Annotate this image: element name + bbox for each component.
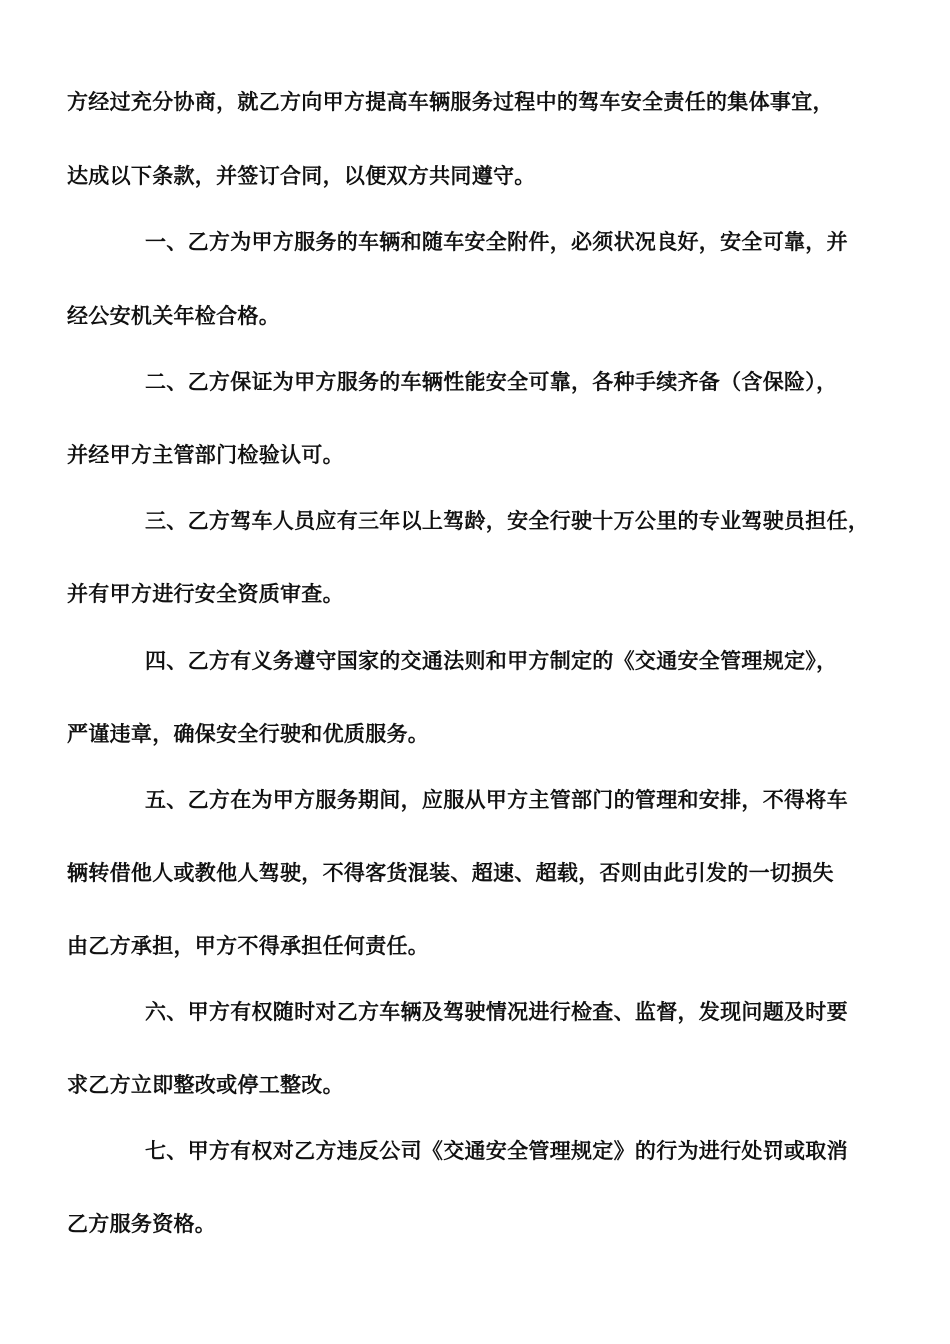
clause-6-line-1: 六、甲方有权随时对乙方车辆及驾驶情况进行检查、监督，发现问题及时要 <box>145 1000 848 1024</box>
clause-1-line-2: 经公安机关年检合格。 <box>67 304 280 328</box>
clause-2-line-1: 二、乙方保证为甲方服务的车辆性能安全可靠，各种手续齐备（含保险）， <box>145 370 838 394</box>
clause-4-line-2: 严谨违章，确保安全行驶和优质服务。 <box>67 722 430 746</box>
clause-2-line-2: 并经甲方主管部门检验认可。 <box>67 443 344 467</box>
clause-5-line-2: 辆转借他人或教他人驾驶，不得客货混装、超速、超载，否则由此引发的一切损失 <box>67 861 834 885</box>
clause-3-line-1: 三、乙方驾车人员应有三年以上驾龄，安全行驶十万公里的专业驾驶员担任， <box>145 509 870 533</box>
clause-4-line-1: 四、乙方有义务遵守国家的交通法则和甲方制定的《交通安全管理规定》， <box>145 649 838 673</box>
clause-5-line-1: 五、乙方在为甲方服务期间，应服从甲方主管部门的管理和安排，不得将车 <box>145 788 848 812</box>
clause-1-line-1: 一、乙方为甲方服务的车辆和随车安全附件，必须状况良好，安全可靠，并 <box>145 230 848 254</box>
text-line-2: 达成以下条款，并签订合同，以便双方共同遵守。 <box>67 164 536 188</box>
clause-7-line-2: 乙方服务资格。 <box>67 1212 217 1236</box>
clause-6-line-2: 求乙方立即整改或停工整改。 <box>67 1073 344 1097</box>
clause-7-line-1: 七、甲方有权对乙方违反公司《交通安全管理规定》的行为进行处罚或取消 <box>145 1139 848 1163</box>
clause-5-line-3: 由乙方承担，甲方不得承担任何责任。 <box>67 934 430 958</box>
text-line-1: 方经过充分协商，就乙方向甲方提高车辆服务过程中的驾车安全责任的集体事宜， <box>67 90 834 114</box>
clause-3-line-2: 并有甲方进行安全资质审查。 <box>67 582 344 606</box>
